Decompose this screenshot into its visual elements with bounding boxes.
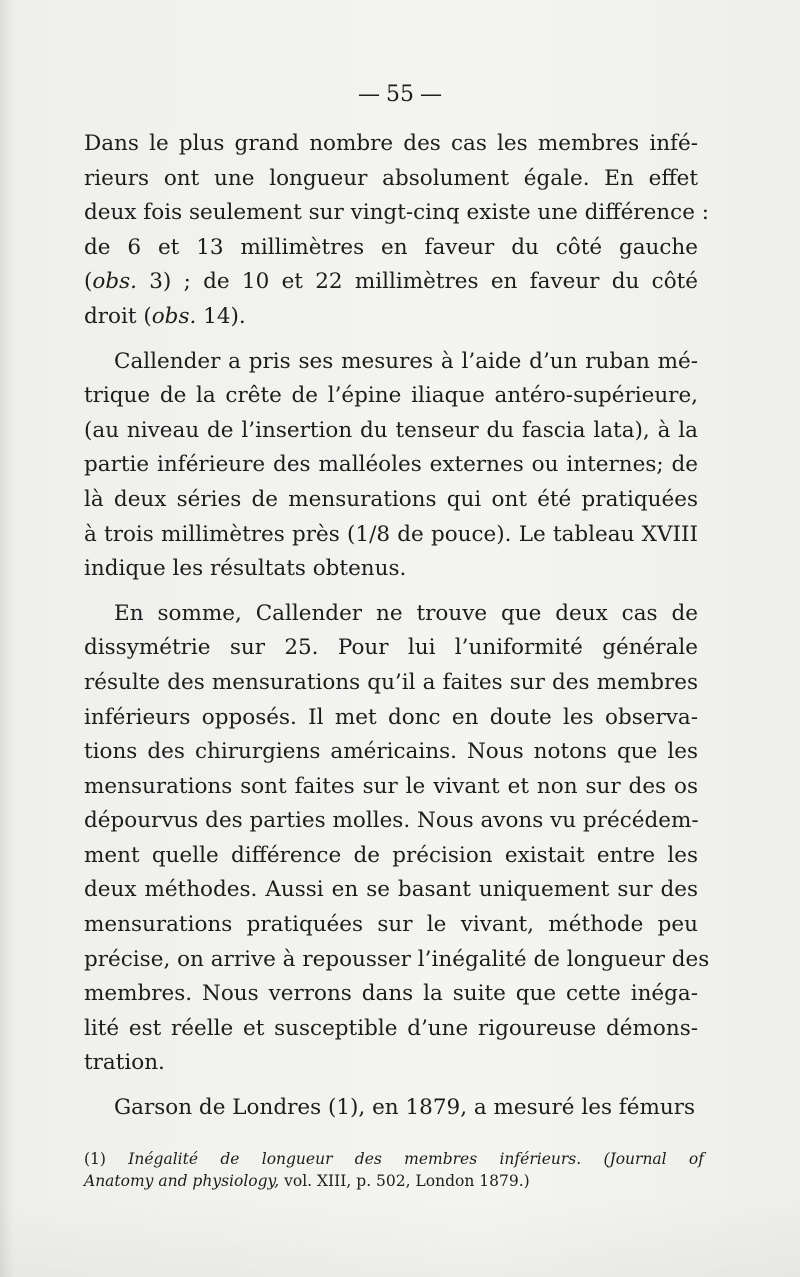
italic-abbreviation: obs.: [151, 303, 197, 329]
footnote-title: Inégalité de longueur des membres inférieurs.: [128, 1150, 582, 1168]
text-line: rieurs ont une longueur absolument égale. En effet: [84, 165, 698, 191]
text-line: dissymétrie sur 25. Pour lui l’uniformité générale: [84, 635, 698, 661]
text-line: résulte des mensurations qu’il a faites sur des membres: [84, 669, 698, 695]
text-segment: 14).: [196, 303, 246, 329]
text-line: membres. Nous verrons dans la suite que cette inéga-: [84, 981, 698, 1007]
footnote: [84, 1148, 704, 1192]
footnote-citation-details: vol. XIII, p. 502, London 1879.): [279, 1172, 530, 1190]
text-line: à trois millimètres près (1/8 de pouce). Le tableau XVIII: [84, 521, 698, 547]
paragraph-gap: [84, 587, 698, 597]
text-line: Callender a pris ses mesures à l’aide d’un ruban mé-: [114, 348, 698, 374]
text-line: [84, 300, 698, 335]
paragraph: [84, 597, 710, 1081]
italic-abbreviation: obs.: [92, 269, 137, 295]
paragraph: [84, 345, 698, 587]
body-text: [84, 127, 710, 1126]
text-line: Garson de Londres (1), en 1879, a mesuré les fémurs: [114, 1095, 696, 1121]
text-line: mensurations sont faites sur le vivant et non sur des os: [84, 773, 698, 799]
text-segment: (: [84, 269, 93, 295]
page-number-dash-right: —: [420, 82, 442, 107]
footnote-journal-name: Anatomy and physiology,: [84, 1172, 280, 1190]
footnote-marker: (1): [84, 1150, 106, 1168]
text-segment: droit (: [84, 303, 152, 329]
text-line: inférieurs opposés. Il met donc en doute les observa-: [84, 704, 698, 730]
text-line: dépourvus des parties molles. Nous avons vu précédem-: [84, 808, 699, 834]
text-line: trique de la crête de l’épine iliaque antéro-supérieure,: [84, 383, 698, 409]
footnote-journal-open: (Journal of: [603, 1150, 704, 1168]
text-line: là deux séries de mensurations qui ont été pratiquées: [84, 486, 698, 512]
paragraph: [84, 1091, 698, 1126]
text-line: tration.: [84, 1050, 165, 1076]
text-line: lité est réelle et susceptible d’une rigoureuse démons-: [84, 1015, 698, 1041]
text-line: partie inférieure des malléoles externes ou internes; de: [84, 452, 698, 478]
text-line: tions des chirurgiens américains. Nous notons que les: [84, 739, 698, 765]
text-line: indique les résultats obtenus.: [84, 556, 407, 582]
page-number: [0, 82, 800, 107]
text-line: (au niveau de l’insertion du tenseur du fascia lata), à la: [84, 417, 698, 443]
page-number-dash-left: —: [358, 82, 380, 107]
text-line: ment quelle différence de précision existait entre les: [84, 842, 698, 868]
text-line: de 6 et 13 millimètres en faveur du côté gauche: [84, 234, 698, 260]
text-line: deux fois seulement sur vingt-cinq existe une différence :: [84, 200, 710, 226]
text-line: deux méthodes. Aussi en se basant uniquement sur des: [84, 877, 698, 903]
bleed-through-shadow: [0, 1195, 800, 1277]
text-line: [84, 265, 698, 300]
text-segment: 3) ; de 10 et 22 millimètres en faveur du côté: [136, 269, 698, 295]
text-line: précise, on arrive à repousser l’inégalité de longueur des: [84, 946, 710, 972]
footnote-line: [84, 1170, 704, 1192]
text-line: En somme, Callender ne trouve que deux cas de: [114, 600, 698, 626]
paragraph-gap: [84, 335, 698, 345]
page-number-value: 55: [386, 82, 414, 107]
text-line: Dans le plus grand nombre des cas les membres infé-: [84, 131, 698, 156]
footnote-line: [84, 1148, 704, 1170]
paragraph: [84, 127, 710, 335]
text-line: mensurations pratiquées sur le vivant, méthode peu: [84, 912, 698, 938]
paragraph-gap: [84, 1081, 698, 1091]
